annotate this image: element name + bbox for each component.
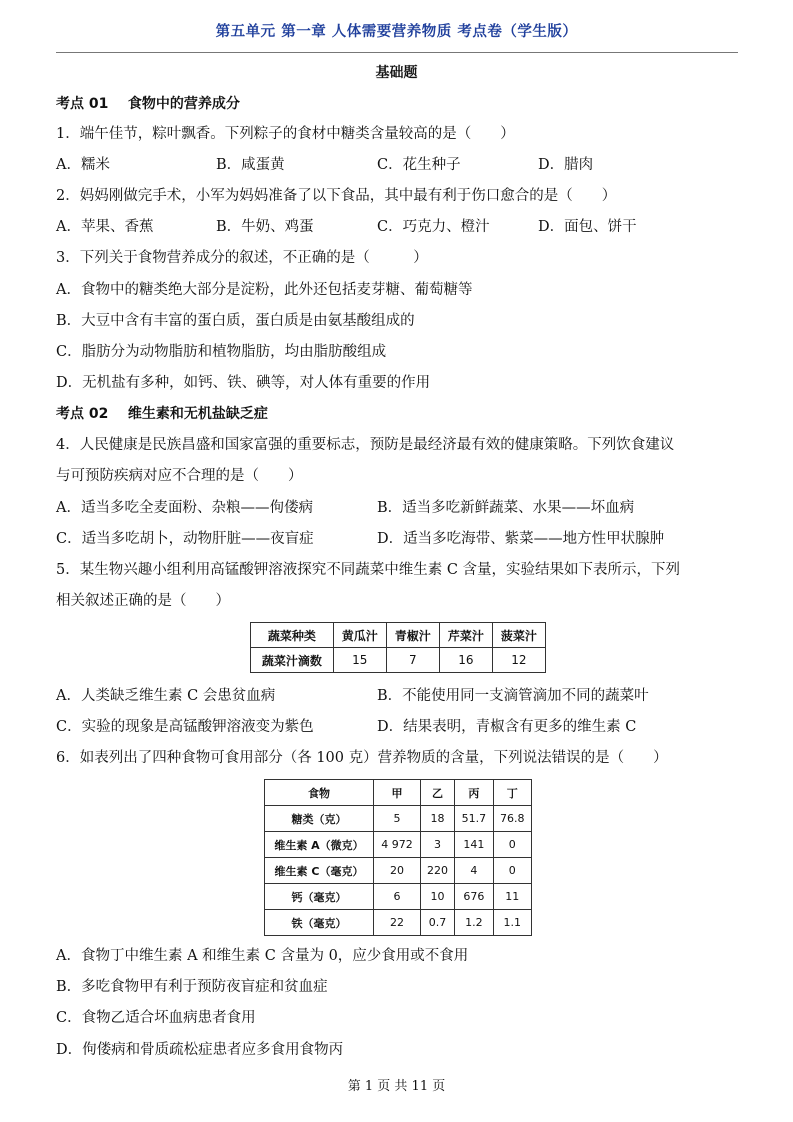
header-rule xyxy=(56,52,738,53)
question-2-stem: 2．妈妈刚做完手术，小军为妈妈准备了以下食品，其中最有利于伤口愈合的是（ ） xyxy=(56,188,617,204)
question-4-option-a: A．适当多吃全麦面粉、杂粮——佝偻病 xyxy=(56,500,313,516)
table-cell: 1.1 xyxy=(493,910,531,936)
table-cell: 4 972 xyxy=(374,832,421,858)
table-header-cell: 丁 xyxy=(493,780,531,806)
food-nutrient-table xyxy=(264,779,532,936)
question-6-option-d: D．佝偻病和骨质疏松症患者应多食用食物丙 xyxy=(56,1042,344,1058)
table-cell: 16 xyxy=(439,648,492,673)
question-5-option-a: A．人类缺乏维生素 C 会患贫血病 xyxy=(56,688,276,704)
section-title: 基础题 xyxy=(375,65,418,81)
table-header-cell: 甲 xyxy=(374,780,421,806)
question-5-stem-line-2: 相关叙述正确的是（ ） xyxy=(56,593,230,609)
kaodian-title: 食物中的营养成分 xyxy=(127,96,240,112)
table-cell: 0 xyxy=(493,832,531,858)
vegetable-vitamin-c-table xyxy=(250,622,546,673)
table-header-cell: 菠菜汁 xyxy=(492,623,545,648)
kaodian-title: 维生素和无机盐缺乏症 xyxy=(127,406,268,422)
table-cell: 7 xyxy=(386,648,439,673)
question-5-option-d: D．结果表明，青椒含有更多的维生素 C xyxy=(377,719,637,735)
kaodian-label: 考点 02 xyxy=(56,406,109,422)
table-cell: 0.7 xyxy=(420,910,454,936)
table-header-cell: 青椒汁 xyxy=(386,623,439,648)
question-6-option-b: B．多吃食物甲有利于预防夜盲症和贫血症 xyxy=(56,979,328,995)
table-header-cell: 食物 xyxy=(265,780,374,806)
table-cell: 141 xyxy=(455,832,493,858)
page-number-footer: 第 1 页 共 11 页 xyxy=(347,1079,446,1094)
question-3-option-b: B．大豆中含有丰富的蛋白质，蛋白质是由氨基酸组成的 xyxy=(56,313,415,329)
table-cell: 12 xyxy=(492,648,545,673)
question-4-option-d: D．适当多吃海带、紫菜——地方性甲状腺肿 xyxy=(377,531,665,547)
table-row xyxy=(265,884,532,910)
table-row-label: 钙（毫克） xyxy=(265,884,374,910)
table-row xyxy=(265,910,532,936)
table-row-label: 铁（毫克） xyxy=(265,910,374,936)
table-cell: 0 xyxy=(493,858,531,884)
table-header-cell: 芹菜汁 xyxy=(439,623,492,648)
question-1-stem: 1．端午佳节，粽叶飘香。下列粽子的食材中糖类含量较高的是（ ） xyxy=(56,126,515,142)
table-cell: 4 xyxy=(455,858,493,884)
question-3-stem: 3．下列关于食物营养成分的叙述，不正确的是（ ） xyxy=(56,250,428,266)
table-header-cell: 蔬菜种类 xyxy=(251,623,334,648)
table-header-cell: 乙 xyxy=(420,780,454,806)
table-header-row xyxy=(265,780,532,806)
question-3-option-d: D．无机盐有多种，如钙、铁、碘等，对人体有重要的作用 xyxy=(56,375,431,391)
table-row xyxy=(251,648,546,673)
table-cell: 3 xyxy=(420,832,454,858)
question-3-option-c: C．脂肪分为动物脂肪和植物脂肪，均由脂肪酸组成 xyxy=(56,344,387,360)
table-row-label: 蔬菜汁滴数 xyxy=(251,648,334,673)
question-3-option-a: A．食物中的糖类绝大部分是淀粉，此外还包括麦芽糖、葡萄糖等 xyxy=(56,282,473,298)
kaodian-label: 考点 01 xyxy=(56,96,109,112)
table-row-label: 维生素 A（微克） xyxy=(265,832,374,858)
table-header-cell: 黄瓜汁 xyxy=(333,623,386,648)
question-4-stem-line-2: 与可预防疾病对应不合理的是（ ） xyxy=(56,468,303,484)
table-cell: 15 xyxy=(333,648,386,673)
table-cell: 6 xyxy=(374,884,421,910)
question-6-stem: 6．如表列出了四种食物可食用部分（各 100 克）营养物质的含量，下列说法错误的是（ ） xyxy=(56,750,668,766)
table-row xyxy=(265,858,532,884)
question-6-option-c: C．食物乙适合坏血病患者食用 xyxy=(56,1010,256,1026)
kaodian-01-heading xyxy=(56,94,240,114)
question-4-stem-line-1: 4．人民健康是民族昌盛和国家富强的重要标志，预防是最经济最有效的健康策略。下列饮食建议 xyxy=(56,437,675,453)
question-5-option-c: C．实验的现象是高锰酸钾溶液变为紫色 xyxy=(56,719,314,735)
table-cell: 20 xyxy=(374,858,421,884)
question-2-option-c: C．巧克力、橙汁 xyxy=(377,219,490,235)
table-cell: 76.8 xyxy=(493,806,531,832)
table-cell: 51.7 xyxy=(455,806,493,832)
question-4-option-b: B．适当多吃新鲜蔬菜、水果——坏血病 xyxy=(377,500,635,516)
table-row xyxy=(265,806,532,832)
question-5-option-b: B．不能使用同一支滴管滴加不同的蔬菜叶 xyxy=(377,688,649,704)
table-cell: 10 xyxy=(420,884,454,910)
table-row-label: 维生素 C（毫克） xyxy=(265,858,374,884)
document-header: 第五单元 第一章 人体需要营养物质 考点卷（学生版） xyxy=(215,24,578,40)
question-2-option-b: B．牛奶、鸡蛋 xyxy=(216,219,314,235)
question-1-option-a: A．糯米 xyxy=(56,157,110,173)
table-cell: 18 xyxy=(420,806,454,832)
question-5-stem-line-1: 5．某生物兴趣小组利用高锰酸钾溶液探究不同蔬菜中维生素 C 含量，实验结果如下表所示，下列 xyxy=(56,562,681,578)
table-cell: 676 xyxy=(455,884,493,910)
table-header-cell: 丙 xyxy=(455,780,493,806)
table-row xyxy=(265,832,532,858)
table-header-row xyxy=(251,623,546,648)
question-6-option-a: A．食物丁中维生素 A 和维生素 C 含量为 0，应少食用或不食用 xyxy=(56,948,469,964)
question-4-option-c: C．适当多吃胡卜，动物肝脏——夜盲症 xyxy=(56,531,314,547)
table-row-label: 糖类（克） xyxy=(265,806,374,832)
question-1-option-d: D．腊肉 xyxy=(538,157,594,173)
table-cell: 5 xyxy=(374,806,421,832)
table-cell: 1.2 xyxy=(455,910,493,936)
table-cell: 11 xyxy=(493,884,531,910)
kaodian-02-heading xyxy=(56,404,268,424)
question-2-option-d: D．面包、饼干 xyxy=(538,219,637,235)
table-cell: 220 xyxy=(420,858,454,884)
question-1-option-c: C．花生种子 xyxy=(377,157,461,173)
question-1-option-b: B．咸蛋黄 xyxy=(216,157,285,173)
table-cell: 22 xyxy=(374,910,421,936)
question-2-option-a: A．苹果、香蕉 xyxy=(56,219,154,235)
